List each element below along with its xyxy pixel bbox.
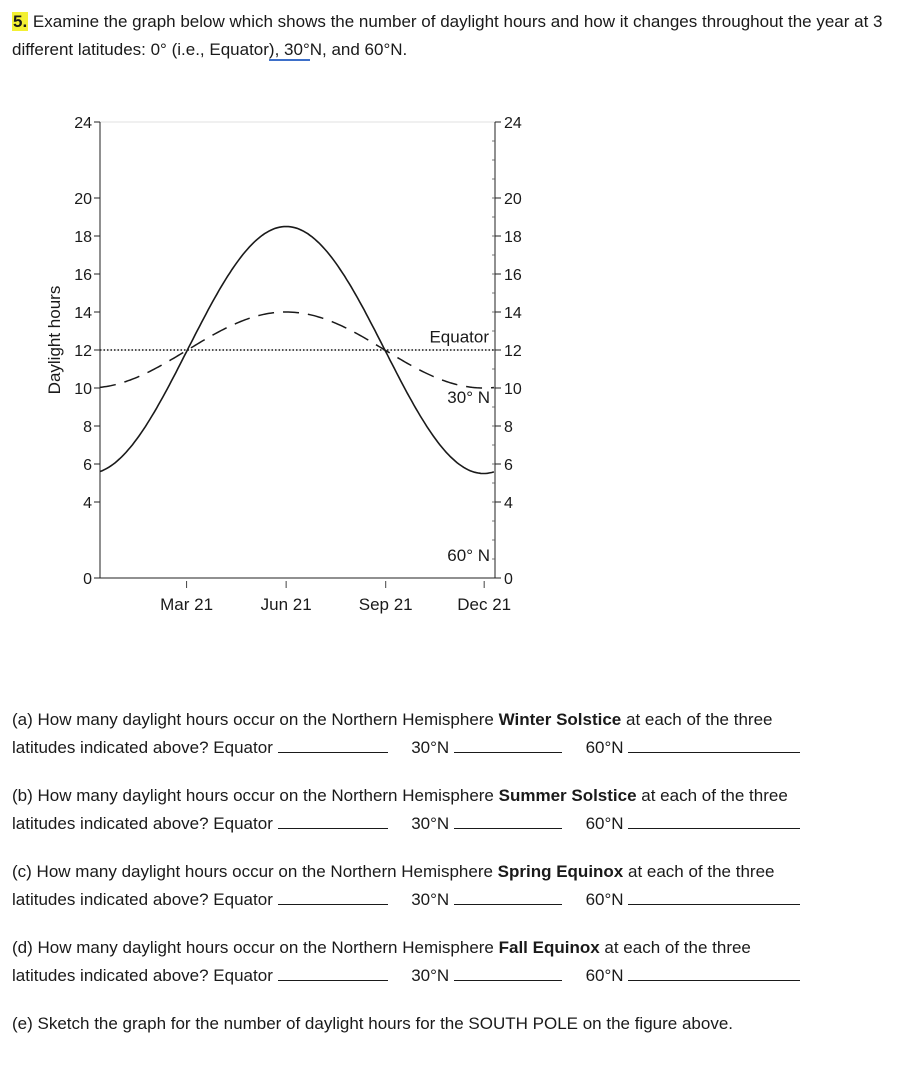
y-tick-label-right: 20 [504, 191, 522, 208]
daylight-chart [0, 90, 560, 630]
question-d-prefix: (d) How many daylight hours occur on the Northern Hemisphere [12, 938, 499, 957]
question-b-line2 [12, 810, 892, 838]
question-a-30n-label: 30°N [411, 738, 450, 757]
chart-axes [94, 122, 501, 588]
question-a-60n-label: 60°N [585, 738, 624, 757]
question-c-bold: Spring Equinox [497, 862, 624, 881]
x-tick-label: Dec 21 [457, 595, 512, 614]
y-tick-label-right: 24 [504, 115, 522, 132]
question-b [12, 782, 892, 838]
answer-b-30n[interactable] [454, 810, 562, 829]
question-a-bold: Winter Solstice [498, 710, 622, 729]
question-text: Examine the graph below which shows the number of daylight hours and how it changes throughout the year at 3 different latitudes: 0° (i.e., Equator [12, 12, 883, 59]
y-tick-label-left: 10 [74, 381, 92, 398]
question-c-line2 [12, 886, 892, 914]
question-d-suffix: at each of the three [599, 938, 751, 957]
y-tick-label-left: 14 [74, 305, 92, 322]
y-tick-label-left: 4 [83, 495, 92, 512]
question-a-line1 [12, 706, 892, 734]
y-tick-label-left: 24 [74, 115, 92, 132]
label-equator: Equator [429, 327, 489, 347]
answer-c-60n[interactable] [628, 886, 800, 905]
question-text-underlined: ), 30° [268, 40, 310, 59]
x-tick-label: Jun 21 [260, 595, 312, 614]
y-tick-label-right: 12 [504, 343, 522, 360]
question-a-line2 [12, 734, 892, 762]
question-b-line1 [12, 782, 892, 810]
question-a-equator-label: latitudes indicated above? Equator [12, 738, 273, 757]
y-tick-label-left: 16 [74, 267, 92, 284]
question-b-prefix: (b) How many daylight hours occur on the Northern Hemisphere [12, 786, 499, 805]
y-tick-label-right: 14 [504, 305, 522, 322]
question-a-suffix: at each of the three [621, 710, 773, 729]
y-tick-label-right: 18 [504, 229, 522, 246]
answer-d-60n[interactable] [628, 962, 800, 981]
y-tick-label-right: 4 [504, 495, 513, 512]
question-d-line2 [12, 962, 892, 990]
answer-b-60n[interactable] [628, 810, 800, 829]
question-e-text: (e) Sketch the graph for the number of daylight hours for the SOUTH POLE on the figure above. [12, 1014, 733, 1033]
question-number: 5. [13, 12, 28, 31]
question-d-30n-label: 30°N [411, 966, 450, 985]
question-b-bold: Summer Solstice [498, 786, 637, 805]
question-intro [12, 8, 892, 64]
answer-b-equator[interactable] [278, 810, 388, 829]
question-a-prefix: (a) How many daylight hours occur on the Northern Hemisphere [12, 710, 499, 729]
y-tick-label-right: 0 [504, 571, 513, 588]
label-30n: 30° N [447, 388, 490, 408]
question-a [12, 706, 892, 762]
question-c-30n-label: 30°N [411, 890, 450, 909]
y-tick-label-left: 0 [83, 571, 92, 588]
answer-a-60n[interactable] [628, 734, 800, 753]
y-tick-label-right: 16 [504, 267, 522, 284]
question-c [12, 858, 892, 914]
chart-grid [100, 122, 495, 350]
question-b-suffix: at each of the three [636, 786, 788, 805]
question-b-equator-label: latitudes indicated above? Equator [12, 814, 273, 833]
y-tick-label-right: 8 [504, 419, 513, 436]
question-d-60n-label: 60°N [585, 966, 624, 985]
y-tick-label-left: 6 [83, 457, 92, 474]
question-b-60n-label: 60°N [585, 814, 624, 833]
question-c-60n-label: 60°N [585, 890, 624, 909]
y-tick-label-left: 12 [74, 343, 92, 360]
question-c-prefix: (c) How many daylight hours occur on the Northern Hemisphere [12, 862, 498, 881]
y-tick-label-right: 6 [504, 457, 513, 474]
label-60n: 60° N [447, 545, 490, 565]
y-tick-label-left: 20 [74, 191, 92, 208]
question-d-line1 [12, 934, 892, 962]
chart-labels [45, 115, 522, 614]
y-axis-title: Daylight hours [45, 285, 64, 395]
question-c-equator-label: latitudes indicated above? Equator [12, 890, 273, 909]
question-text-end: N, and 60°N. [309, 40, 408, 59]
x-tick-label: Mar 21 [160, 595, 214, 614]
question-e [12, 1010, 892, 1038]
answer-d-equator[interactable] [278, 962, 388, 981]
question-c-suffix: at each of the three [623, 862, 775, 881]
question-d [12, 934, 892, 990]
answer-d-30n[interactable] [454, 962, 562, 981]
answer-a-30n[interactable] [454, 734, 562, 753]
y-tick-label-left: 8 [83, 419, 92, 436]
question-b-30n-label: 30°N [411, 814, 450, 833]
question-d-bold: Fall Equinox [498, 938, 600, 957]
question-d-equator-label: latitudes indicated above? Equator [12, 966, 273, 985]
answer-a-equator[interactable] [278, 734, 388, 753]
x-tick-label: Sep 21 [358, 595, 413, 614]
question-c-line1 [12, 858, 892, 886]
y-tick-label-right: 10 [504, 381, 522, 398]
answer-c-equator[interactable] [278, 886, 388, 905]
answer-c-30n[interactable] [454, 886, 562, 905]
y-tick-label-left: 18 [74, 229, 92, 246]
